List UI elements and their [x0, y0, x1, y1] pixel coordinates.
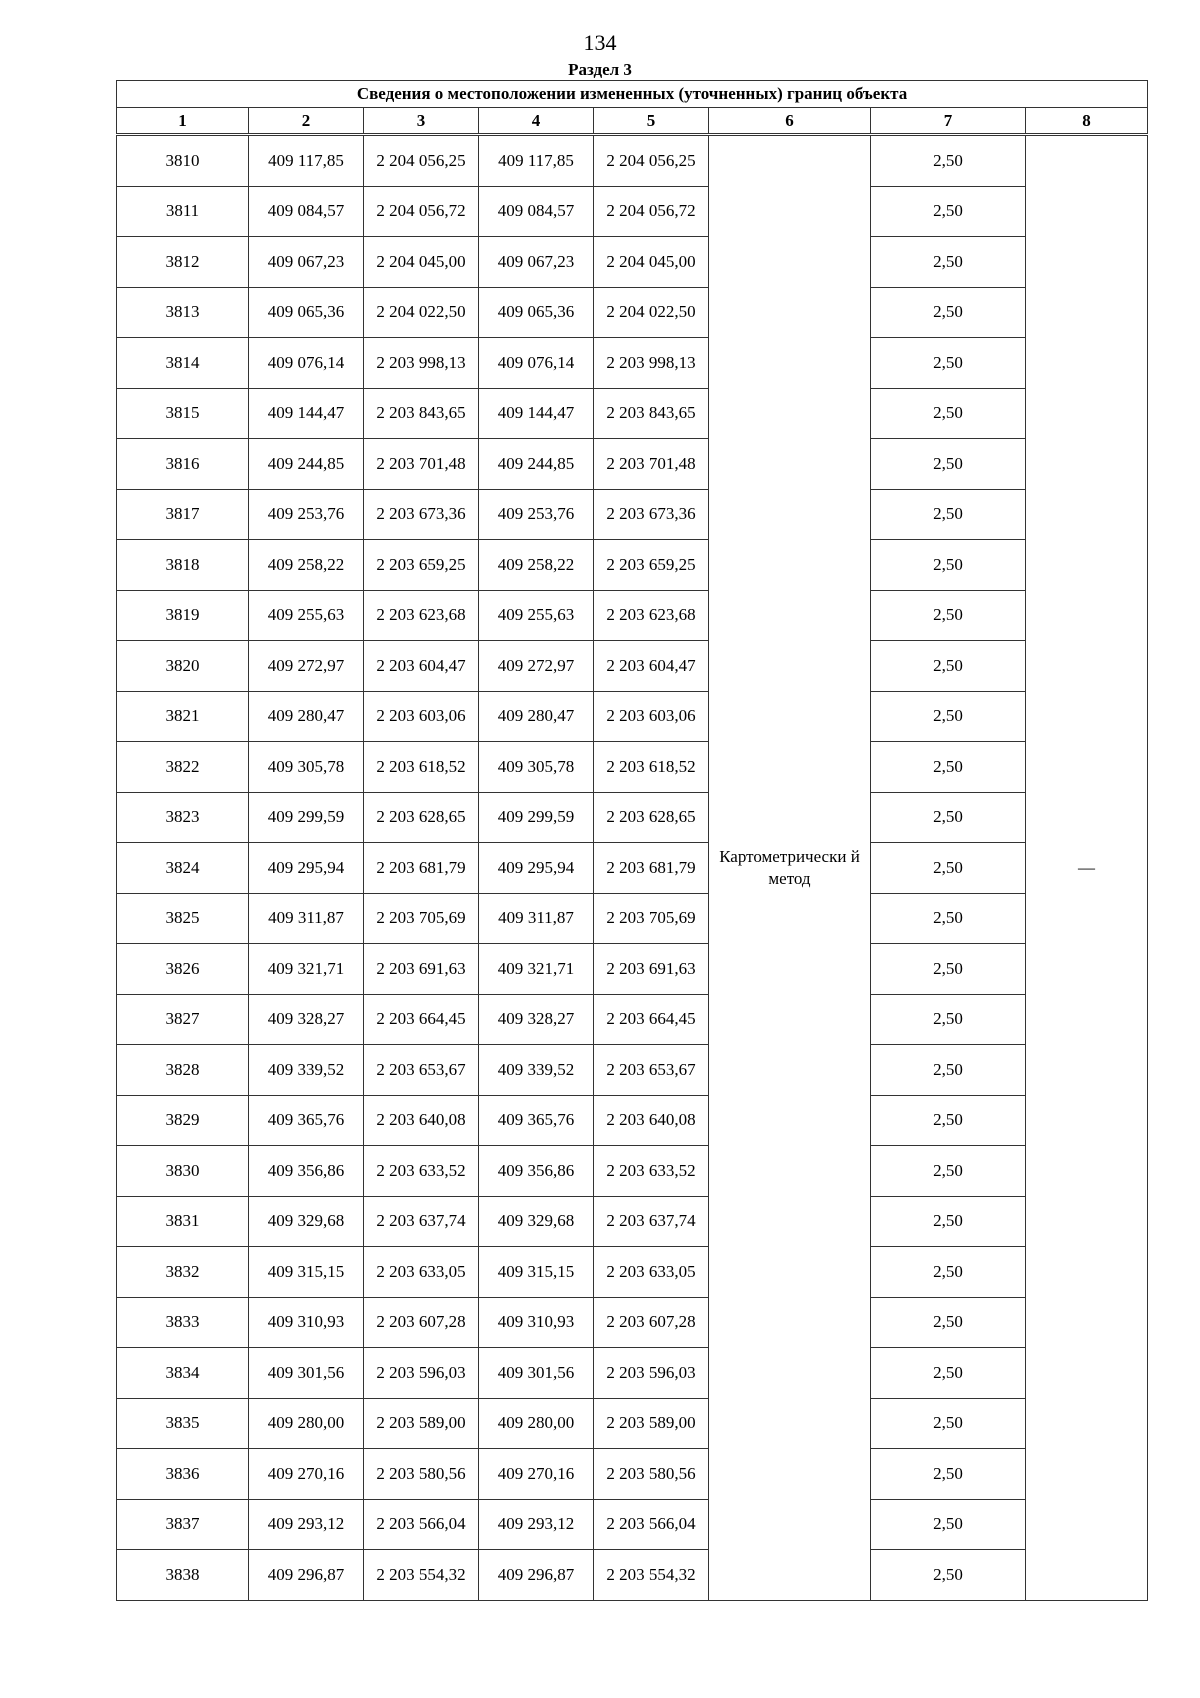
old-x-cell: 409 305,78 — [249, 742, 364, 793]
old-x-cell: 409 280,47 — [249, 691, 364, 742]
new-y-cell: 2 203 623,68 — [594, 590, 709, 641]
table-row — [117, 792, 1148, 843]
old-x-cell: 409 065,36 — [249, 287, 364, 338]
table-row — [117, 1045, 1148, 1096]
new-x-cell: 409 305,78 — [479, 742, 594, 793]
accuracy-cell: 2,50 — [871, 1499, 1026, 1550]
old-y-cell: 2 203 633,52 — [364, 1146, 479, 1197]
point-number-cell: 3813 — [117, 287, 249, 338]
table-row — [117, 237, 1148, 288]
point-number-cell: 3818 — [117, 540, 249, 591]
new-x-cell: 409 270,16 — [479, 1449, 594, 1500]
accuracy-cell: 2,50 — [871, 1348, 1026, 1399]
old-y-cell: 2 203 998,13 — [364, 338, 479, 389]
old-y-cell: 2 203 618,52 — [364, 742, 479, 793]
column-number: 1 — [117, 108, 249, 135]
new-y-cell: 2 203 554,32 — [594, 1550, 709, 1601]
point-number-cell: 3834 — [117, 1348, 249, 1399]
point-number-cell: 3833 — [117, 1297, 249, 1348]
old-y-cell: 2 203 623,68 — [364, 590, 479, 641]
old-x-cell: 409 311,87 — [249, 893, 364, 944]
new-y-cell: 2 203 566,04 — [594, 1499, 709, 1550]
old-x-cell: 409 321,71 — [249, 944, 364, 995]
table-row — [117, 742, 1148, 793]
old-x-cell: 409 301,56 — [249, 1348, 364, 1399]
old-y-cell: 2 203 628,65 — [364, 792, 479, 843]
new-y-cell: 2 203 673,36 — [594, 489, 709, 540]
accuracy-cell: 2,50 — [871, 1095, 1026, 1146]
table-row — [117, 1095, 1148, 1146]
old-x-cell: 409 258,22 — [249, 540, 364, 591]
old-x-cell: 409 084,57 — [249, 186, 364, 237]
point-number-cell: 3815 — [117, 388, 249, 439]
old-x-cell: 409 328,27 — [249, 994, 364, 1045]
point-number-cell: 3811 — [117, 186, 249, 237]
old-y-cell: 2 204 045,00 — [364, 237, 479, 288]
accuracy-cell: 2,50 — [871, 388, 1026, 439]
column-number: 7 — [871, 108, 1026, 135]
new-x-cell: 409 280,47 — [479, 691, 594, 742]
table-row — [117, 1348, 1148, 1399]
new-x-cell: 409 144,47 — [479, 388, 594, 439]
old-y-cell: 2 203 701,48 — [364, 439, 479, 490]
accuracy-cell: 2,50 — [871, 792, 1026, 843]
column-number: 6 — [709, 108, 871, 135]
new-y-cell: 2 203 664,45 — [594, 994, 709, 1045]
accuracy-cell: 2,50 — [871, 237, 1026, 288]
old-y-cell: 2 203 637,74 — [364, 1196, 479, 1247]
new-x-cell: 409 315,15 — [479, 1247, 594, 1298]
table-row — [117, 843, 1148, 894]
new-x-cell: 409 356,86 — [479, 1146, 594, 1197]
table-row — [117, 388, 1148, 439]
new-y-cell: 2 204 056,25 — [594, 135, 709, 187]
old-y-cell: 2 203 653,67 — [364, 1045, 479, 1096]
old-x-cell: 409 076,14 — [249, 338, 364, 389]
new-y-cell: 2 203 633,52 — [594, 1146, 709, 1197]
table-row — [117, 186, 1148, 237]
point-number-cell: 3822 — [117, 742, 249, 793]
table-row — [117, 641, 1148, 692]
new-x-cell: 409 299,59 — [479, 792, 594, 843]
old-y-cell: 2 203 691,63 — [364, 944, 479, 995]
old-y-cell: 2 204 056,72 — [364, 186, 479, 237]
old-y-cell: 2 203 554,32 — [364, 1550, 479, 1601]
new-y-cell: 2 203 633,05 — [594, 1247, 709, 1298]
column-number: 8 — [1026, 108, 1148, 135]
point-number-cell: 3837 — [117, 1499, 249, 1550]
new-y-cell: 2 203 589,00 — [594, 1398, 709, 1449]
old-x-cell: 409 067,23 — [249, 237, 364, 288]
accuracy-cell: 2,50 — [871, 287, 1026, 338]
point-number-cell: 3838 — [117, 1550, 249, 1601]
accuracy-cell: 2,50 — [871, 742, 1026, 793]
column-number-row — [117, 108, 1148, 135]
page-number: 134 — [583, 30, 617, 55]
table-caption: Сведения о местоположении измененных (уточненных) границ объекта — [117, 81, 1148, 108]
point-number-cell: 3835 — [117, 1398, 249, 1449]
accuracy-cell: 2,50 — [871, 1449, 1026, 1500]
new-x-cell: 409 311,87 — [479, 893, 594, 944]
new-x-cell: 409 293,12 — [479, 1499, 594, 1550]
accuracy-cell: 2,50 — [871, 893, 1026, 944]
new-x-cell: 409 244,85 — [479, 439, 594, 490]
point-number-cell: 3810 — [117, 135, 249, 187]
new-x-cell: 409 272,97 — [479, 641, 594, 692]
new-x-cell: 409 076,14 — [479, 338, 594, 389]
new-x-cell: 409 339,52 — [479, 1045, 594, 1096]
accuracy-cell: 2,50 — [871, 843, 1026, 894]
old-x-cell: 409 144,47 — [249, 388, 364, 439]
new-x-cell: 409 258,22 — [479, 540, 594, 591]
point-number-cell: 3816 — [117, 439, 249, 490]
new-y-cell: 2 203 681,79 — [594, 843, 709, 894]
table-row — [117, 1146, 1148, 1197]
new-y-cell: 2 203 580,56 — [594, 1449, 709, 1500]
old-y-cell: 2 203 633,05 — [364, 1247, 479, 1298]
table-body — [117, 81, 1148, 1601]
accuracy-cell: 2,50 — [871, 691, 1026, 742]
point-number-cell: 3828 — [117, 1045, 249, 1096]
new-x-cell: 409 301,56 — [479, 1348, 594, 1399]
table-row — [117, 1449, 1148, 1500]
old-x-cell: 409 296,87 — [249, 1550, 364, 1601]
table-row — [117, 540, 1148, 591]
point-number-cell: 3824 — [117, 843, 249, 894]
old-x-cell: 409 299,59 — [249, 792, 364, 843]
old-y-cell: 2 203 681,79 — [364, 843, 479, 894]
accuracy-cell: 2,50 — [871, 489, 1026, 540]
point-number-cell: 3819 — [117, 590, 249, 641]
old-x-cell: 409 255,63 — [249, 590, 364, 641]
point-number-cell: 3821 — [117, 691, 249, 742]
accuracy-cell: 2,50 — [871, 641, 1026, 692]
table-row — [117, 489, 1148, 540]
column-number: 2 — [249, 108, 364, 135]
table-row — [117, 1499, 1148, 1550]
table-row — [117, 439, 1148, 490]
point-number-cell: 3825 — [117, 893, 249, 944]
old-x-cell: 409 315,15 — [249, 1247, 364, 1298]
new-x-cell: 409 253,76 — [479, 489, 594, 540]
old-x-cell: 409 295,94 — [249, 843, 364, 894]
accuracy-cell: 2,50 — [871, 1297, 1026, 1348]
old-x-cell: 409 280,00 — [249, 1398, 364, 1449]
old-y-cell: 2 204 022,50 — [364, 287, 479, 338]
new-x-cell: 409 065,36 — [479, 287, 594, 338]
point-number-cell: 3827 — [117, 994, 249, 1045]
accuracy-cell: 2,50 — [871, 1550, 1026, 1601]
accuracy-cell: 2,50 — [871, 944, 1026, 995]
new-y-cell: 2 204 056,72 — [594, 186, 709, 237]
new-x-cell: 409 365,76 — [479, 1095, 594, 1146]
old-x-cell: 409 339,52 — [249, 1045, 364, 1096]
new-x-cell: 409 321,71 — [479, 944, 594, 995]
old-x-cell: 409 293,12 — [249, 1499, 364, 1550]
table-row — [117, 135, 1148, 187]
new-y-cell: 2 203 640,08 — [594, 1095, 709, 1146]
new-y-cell: 2 203 653,67 — [594, 1045, 709, 1096]
new-y-cell: 2 203 998,13 — [594, 338, 709, 389]
accuracy-cell: 2,50 — [871, 994, 1026, 1045]
table-row — [117, 1398, 1148, 1449]
new-y-cell: 2 203 628,65 — [594, 792, 709, 843]
point-number-cell: 3820 — [117, 641, 249, 692]
new-y-cell: 2 203 637,74 — [594, 1196, 709, 1247]
old-y-cell: 2 203 604,47 — [364, 641, 479, 692]
table-row — [117, 994, 1148, 1045]
accuracy-cell: 2,50 — [871, 1045, 1026, 1096]
section-title: Раздел 3 — [568, 60, 632, 79]
table-caption-row — [117, 81, 1148, 108]
accuracy-cell: 2,50 — [871, 540, 1026, 591]
point-number-cell: 3832 — [117, 1247, 249, 1298]
point-number-cell: 3826 — [117, 944, 249, 995]
table-row — [117, 1550, 1148, 1601]
accuracy-cell: 2,50 — [871, 135, 1026, 187]
old-y-cell: 2 203 607,28 — [364, 1297, 479, 1348]
table-row — [117, 1196, 1148, 1247]
old-x-cell: 409 117,85 — [249, 135, 364, 187]
old-x-cell: 409 272,97 — [249, 641, 364, 692]
accuracy-cell: 2,50 — [871, 590, 1026, 641]
old-x-cell: 409 270,16 — [249, 1449, 364, 1500]
new-x-cell: 409 280,00 — [479, 1398, 594, 1449]
new-x-cell: 409 084,57 — [479, 186, 594, 237]
boundary-table — [116, 80, 1148, 1601]
column-number: 4 — [479, 108, 594, 135]
table-row — [117, 691, 1148, 742]
table-row — [117, 944, 1148, 995]
new-y-cell: 2 203 603,06 — [594, 691, 709, 742]
new-y-cell: 2 203 843,65 — [594, 388, 709, 439]
old-y-cell: 2 204 056,25 — [364, 135, 479, 187]
new-y-cell: 2 204 022,50 — [594, 287, 709, 338]
new-y-cell: 2 204 045,00 — [594, 237, 709, 288]
new-x-cell: 409 295,94 — [479, 843, 594, 894]
column-number: 5 — [594, 108, 709, 135]
new-x-cell: 409 296,87 — [479, 1550, 594, 1601]
point-number-cell: 3817 — [117, 489, 249, 540]
table-row — [117, 1247, 1148, 1298]
table-row — [117, 338, 1148, 389]
accuracy-cell: 2,50 — [871, 186, 1026, 237]
new-y-cell: 2 203 604,47 — [594, 641, 709, 692]
old-x-cell: 409 356,86 — [249, 1146, 364, 1197]
new-x-cell: 409 117,85 — [479, 135, 594, 187]
table-row — [117, 893, 1148, 944]
old-y-cell: 2 203 589,00 — [364, 1398, 479, 1449]
point-number-cell: 3836 — [117, 1449, 249, 1500]
new-x-cell: 409 067,23 — [479, 237, 594, 288]
accuracy-cell: 2,50 — [871, 439, 1026, 490]
new-y-cell: 2 203 691,63 — [594, 944, 709, 995]
new-y-cell: 2 203 705,69 — [594, 893, 709, 944]
new-x-cell: 409 310,93 — [479, 1297, 594, 1348]
accuracy-cell: 2,50 — [871, 1398, 1026, 1449]
accuracy-cell: 2,50 — [871, 1196, 1026, 1247]
new-y-cell: 2 203 618,52 — [594, 742, 709, 793]
new-y-cell: 2 203 659,25 — [594, 540, 709, 591]
point-number-cell: 3829 — [117, 1095, 249, 1146]
old-x-cell: 409 329,68 — [249, 1196, 364, 1247]
column-number: 3 — [364, 108, 479, 135]
table-row — [117, 590, 1148, 641]
accuracy-cell: 2,50 — [871, 338, 1026, 389]
old-x-cell: 409 365,76 — [249, 1095, 364, 1146]
accuracy-cell: 2,50 — [871, 1146, 1026, 1197]
old-y-cell: 2 203 640,08 — [364, 1095, 479, 1146]
old-y-cell: 2 203 566,04 — [364, 1499, 479, 1550]
point-number-cell: 3830 — [117, 1146, 249, 1197]
table-row — [117, 1297, 1148, 1348]
new-y-cell: 2 203 596,03 — [594, 1348, 709, 1399]
old-y-cell: 2 203 659,25 — [364, 540, 479, 591]
new-x-cell: 409 329,68 — [479, 1196, 594, 1247]
point-number-cell: 3823 — [117, 792, 249, 843]
method-cell: Картометрически й метод — [709, 135, 871, 1601]
old-x-cell: 409 253,76 — [249, 489, 364, 540]
point-number-cell: 3814 — [117, 338, 249, 389]
new-y-cell: 2 203 607,28 — [594, 1297, 709, 1348]
column-8-cell: — — [1026, 135, 1148, 1601]
old-y-cell: 2 203 843,65 — [364, 388, 479, 439]
old-y-cell: 2 203 705,69 — [364, 893, 479, 944]
new-x-cell: 409 255,63 — [479, 590, 594, 641]
new-y-cell: 2 203 701,48 — [594, 439, 709, 490]
old-x-cell: 409 310,93 — [249, 1297, 364, 1348]
point-number-cell: 3831 — [117, 1196, 249, 1247]
old-y-cell: 2 203 603,06 — [364, 691, 479, 742]
new-x-cell: 409 328,27 — [479, 994, 594, 1045]
old-x-cell: 409 244,85 — [249, 439, 364, 490]
table-row — [117, 287, 1148, 338]
accuracy-cell: 2,50 — [871, 1247, 1026, 1298]
old-y-cell: 2 203 673,36 — [364, 489, 479, 540]
old-y-cell: 2 203 664,45 — [364, 994, 479, 1045]
old-y-cell: 2 203 580,56 — [364, 1449, 479, 1500]
old-y-cell: 2 203 596,03 — [364, 1348, 479, 1399]
point-number-cell: 3812 — [117, 237, 249, 288]
